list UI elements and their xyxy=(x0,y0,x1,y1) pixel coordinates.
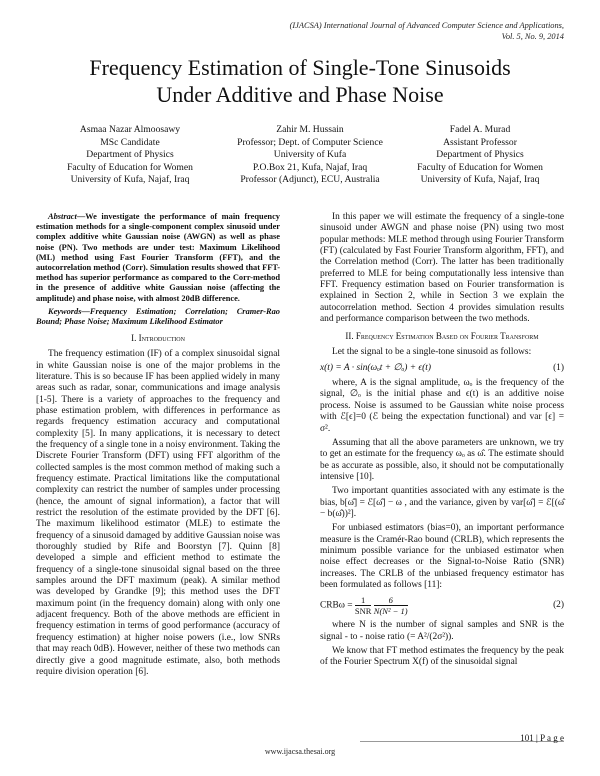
author-affil: Faculty of Education for Women xyxy=(67,161,193,173)
author-1 xyxy=(40,124,220,187)
paragraph: In this paper we will estimate the frequency of a single-tone sinusoid under AWGN and phase noise (PN) using two most popular methods: MLE method through using Fourier Transform (FT) (calculated by Fast Fourier Transform algorithm, FFT), and the Correlation method (Corr). The latter has been traditionally preferred to MLE for being computationally less intensive than FFT. Frequency estimation based on Fourier transformation is explained in Section 2, while in Section 3 we explain the autocorrelation method. Section 4 provides simulation results and performance comparison between the two methods. xyxy=(320,212,564,325)
author-affil: University of Kufa xyxy=(273,149,347,160)
fraction-1 xyxy=(355,595,372,616)
title-line-2: Under Additive and Phase Noise xyxy=(156,82,444,107)
author-affil: MSc Candidate xyxy=(100,136,160,148)
author-name: Asmaa Nazar Almoosawy xyxy=(79,124,181,135)
author-affil: P.O.Box 21, Kufa, Najaf, Iraq xyxy=(252,161,368,173)
equation-2 xyxy=(320,595,564,616)
equation-body: x(t) = A · sin(ωₒt + ∅ₒ) + ϵ(t) xyxy=(320,362,432,373)
intro-paragraph: The frequency estimation (IF) of a complex sinusoidal signal in white Gaussian noise is one of the major problems in the literature. This is so because IF has been applied widely in many areas such as radar, sonar, communications and image analysis [1-5]. There is a variety of approaches to the frequency and phase estimation problem, with differences in performance as regards frequency estimation accuracy and computational complexity [5]. In many applications, it is necessary to detect the frequency of a single tone in a noisy environment. Taking the Discrete Fourier Transform (DFT) using FFT algorithm of the collected samples is the most common method of making such a frequency estimate. Practical limitations like the computational complexity can restrict the number of samples under processing (hence, the amount of signal information), a factor that will restrict the resolution of the estimate provided by the DFT [6]. The maximum likelihood estimator (MLE) to estimate the frequency of a sinusoid damaged by additive Gaussian noise was thoroughly studied by Rife and Boorstyn [7]. Quinn [8] developed a simple and efficient method to estimate the frequency of a single-tone sinusoidal signal based on the three samples around the DFT maximum (peak). A similar method was developed by Grandke [9]; this method uses the DFT maximum point (in the frequency domain) along with only one adjacent frequency. Both of the above methods are efficient in frequency estimation in terms of good performance (accuracy of frequency estimation) at higher noise powers (i.e., low SNRs that may reach 0dB). However, neither of these two methods can directly give a good magnitude estimate, also, both methods require division operation [6]. xyxy=(36,349,280,677)
numerator: 1 xyxy=(361,595,366,606)
equation-number: (1) xyxy=(553,362,564,373)
journal-url: www.ijacsa.thesai.org xyxy=(264,747,336,756)
numerator: 6 xyxy=(388,595,393,606)
denominator: SNR xyxy=(354,606,372,617)
paragraph: Two important quantities associated with any estimate is the bias, b[ω̂] = ℰ[ω̂] − ω , and the variance, given by var[ω̂] = ℰ[(ω̂ − b(ω̂))²]. xyxy=(320,486,564,519)
abstract-text: We investigate the performance of main frequency estimation methods for a single-component complex sinusoid under complex additive white Gaussian noise (AWGN) as well as phase noise (PN). Two methods are under test: Maximum Likelihood (ML) method using Fast Fourier Transform (FFT), and the autocorrelation method (Corr). Simulation results showed that FFT-method has superior performance as compared to the Corr-method in the presence of additive white Gaussian noise (affecting the amplitude) and phase noise, with almost 20dB difference. xyxy=(36,212,280,303)
author-affil: Professor (Adjunct), ECU, Australia xyxy=(240,174,380,185)
author-2 xyxy=(215,124,405,187)
author-3 xyxy=(395,124,565,187)
denominator: N(N² − 1) xyxy=(373,606,408,617)
equation-1 xyxy=(320,363,564,374)
section-heading-introduction: I. Introduction xyxy=(131,333,185,344)
paragraph: Let the signal to be a single-tone sinusoid as follows: xyxy=(332,347,532,358)
title-line-1: Frequency Estimation of Single-Tone Sinusoids xyxy=(89,55,511,80)
author-block xyxy=(40,124,560,194)
keywords: Keywords—Frequency Estimation; Correlation; Cramer-Rao Bound; Phase Noise; Maximum Likelihood Estimator xyxy=(36,306,280,327)
author-name: Zahir M. Hussain xyxy=(276,124,344,135)
paragraph: For unbiased estimators (bias=0), an important performance measure is the Cramér-Rao bound (CRLB), which represents the minimum possible variance for the unbiased estimator when noise effect decreases or the Signal-to-Noise Ratio (SNR) increases. The CRLB of the unbiased frequency estimator has been formulated as follows [11]: xyxy=(320,523,564,590)
left-column xyxy=(36,212,280,681)
journal-name: (IJACSA) International Journal of Advanced Computer Science and Applications, xyxy=(289,21,564,30)
equation-lhs: CRBω = xyxy=(320,600,353,611)
fraction-2 xyxy=(374,595,408,616)
author-affil: University of Kufa, Najaf, Iraq xyxy=(420,174,540,185)
paragraph: Assuming that all the above parameters are unknown, we try to get an estimate for the frequency ωₒ as ω̂. The estimate should be as accurate as possible, also, it should not be computationally intensive [10]. xyxy=(320,437,564,482)
author-affil: Professor; Dept. of Computer Science xyxy=(237,136,383,148)
journal-header xyxy=(290,20,564,42)
section-heading-fourier: II. Frequency Estimation Based on Fourier Transform xyxy=(345,331,539,342)
author-affil: Department of Physics xyxy=(86,149,174,160)
paragraph: We know that FT method estimates the frequency by the peak of the Fourier Spectrum X(f) of the sinusoidal signal xyxy=(320,646,564,668)
abstract xyxy=(36,212,280,304)
author-name: Fadel A. Murad xyxy=(449,124,511,135)
author-affil: Assistant Professor xyxy=(443,136,517,148)
abstract-label: Abstract— xyxy=(48,212,86,221)
journal-volume: Vol. 5, No. 9, 2014 xyxy=(501,32,564,41)
author-affil: Faculty of Education for Women xyxy=(417,161,543,173)
paper-title xyxy=(40,54,560,108)
equation-number: (2) xyxy=(553,600,564,611)
paragraph: where, A is the signal amplitude, ωₒ is the frequency of the signal, ∅ₒ is the initial phase and ϵ(t) is an additive noise process. Noise is assumed to be Gaussian white noise process with ℰ[ϵ]=0 (ℰ being the expectation functional) and var [ϵ] = σ². xyxy=(320,378,564,434)
author-affil: University of Kufa, Najaf, Iraq xyxy=(70,174,190,185)
page-number: 101 | P a g e xyxy=(520,733,564,743)
author-affil: Department of Physics xyxy=(436,149,524,160)
right-column xyxy=(320,212,564,672)
paragraph: where N is the number of signal samples and SNR is the signal - to - noise ratio (= A²/(2σ²)). xyxy=(320,620,564,642)
